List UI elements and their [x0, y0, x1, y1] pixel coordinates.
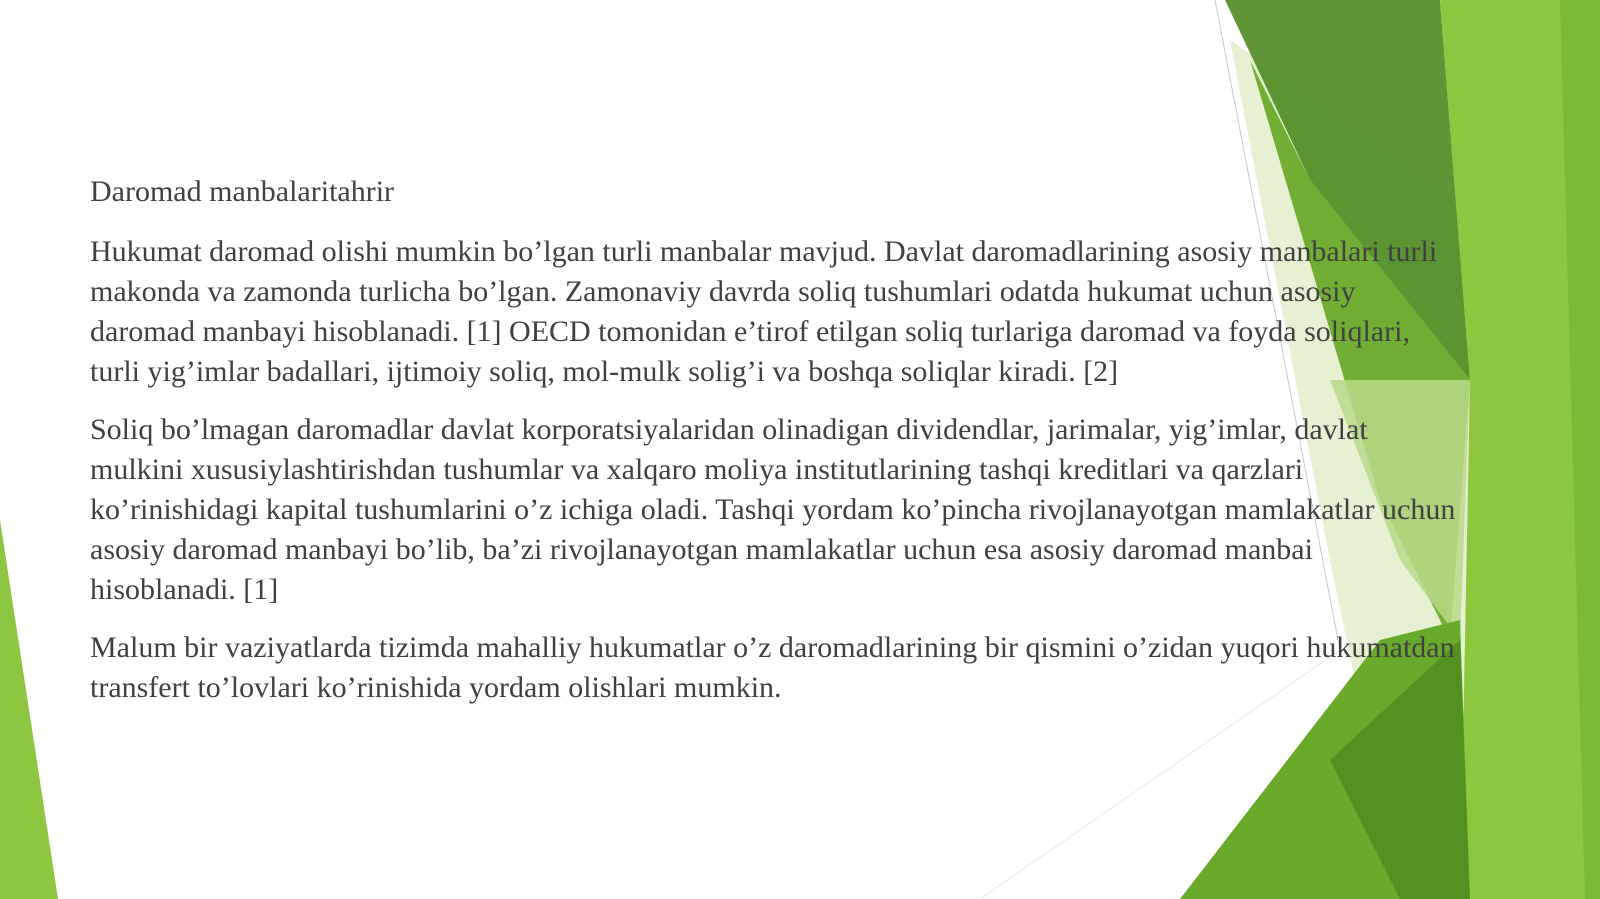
slide-content	[90, 172, 1460, 726]
left-green-shape	[0, 520, 58, 899]
paragraph-non-tax-revenue: Soliq bo’lmagan daromadlar davlat korporatsiyalaridan olinadigan dividendlar, jarimalar, yig’imlar, davlat mulkini xususiylashtirishdan tushumlar va xalqaro moliya institutlarining tashqi kreditlari va qarzlari ko’rinishidagi kapital tushumlarini o’z ichiga oladi. Tashqi yordam ko’pincha rivojlanayotgan mamlakatlar uchun asosiy daromad manbayi bo’lib, ba’zi rivojlanayotgan mamlakatlar uchun esa asosiy daromad manbai hisoblanadi. [1]	[90, 413, 1456, 606]
paragraph-transfers: Malum bir vaziyatlarda tizimda mahalliy hukumatlar o’z daromadlarining bir qismini o’zidan yuqori hukumatdan transfert to’lovlari ko’rinishida yordam olishlari mumkin.	[90, 631, 1455, 704]
slide-heading: Daromad manbalaritahrir	[90, 175, 395, 208]
paragraph-revenue-sources: Hukumat daromad olishi mumkin bo’lgan turli manbalar mavjud. Davlat daromadlarining asosiy manbalari turli makonda va zamonda turlicha bo’lgan. Zamonaviy davrda soliq tushumlari odatda hukumat uchun asosiy daromad manbayi hisoblanadi. [1] OECD tomonidan e’tirof etilgan soliq turlariga daromad va foyda soliqlari, turli yig’imlar badallari, ijtimoiy soliq, mol-mulk solig’i va boshqa soliqlar kiradi. [2]	[90, 235, 1438, 388]
